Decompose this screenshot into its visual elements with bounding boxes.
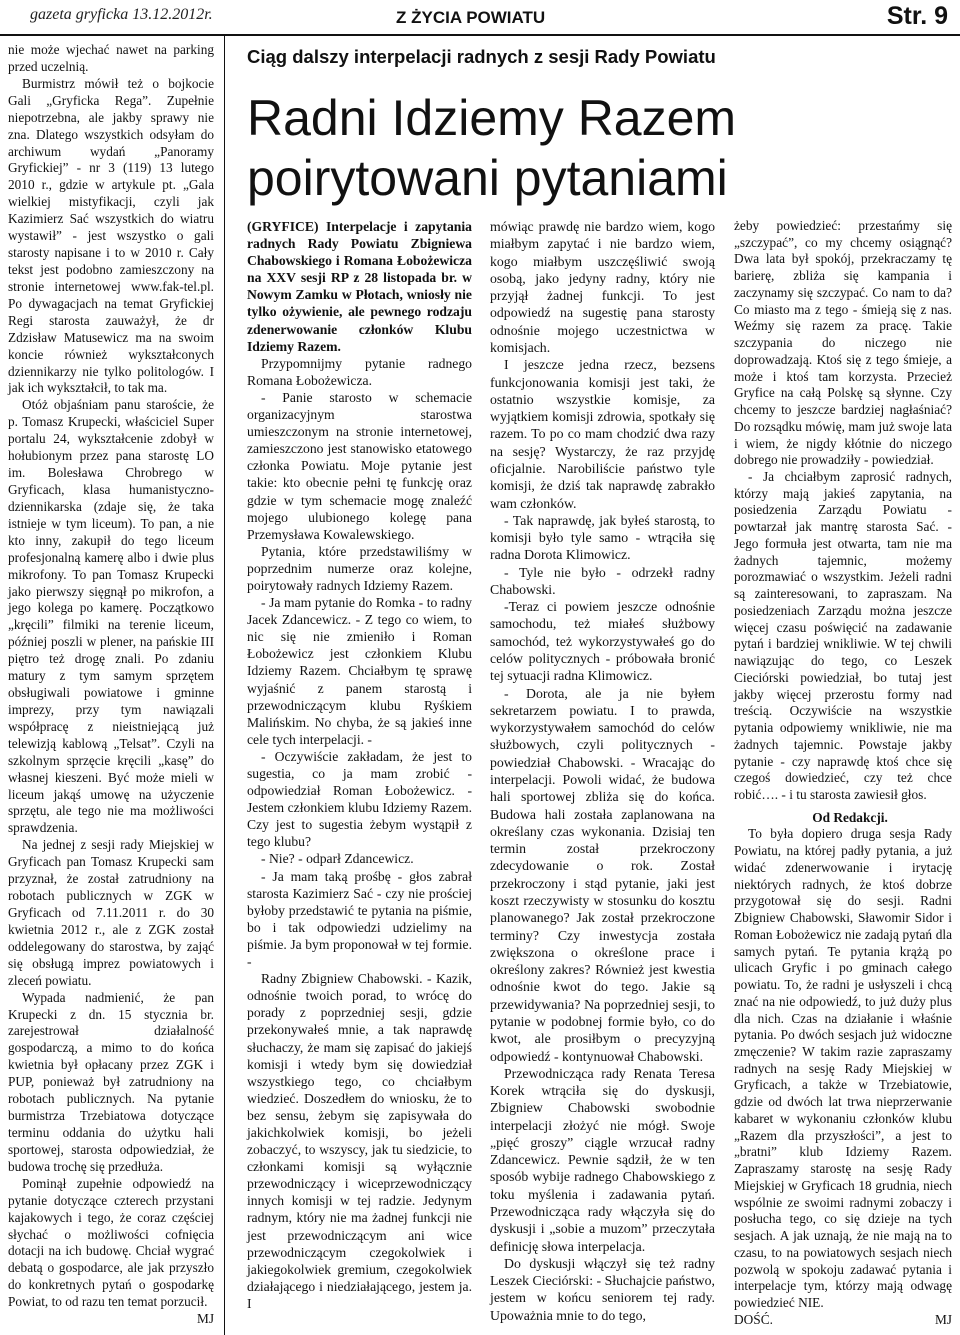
paragraph: Na jednej z sesji rady Miejskiej w Gryficach pan Tomasz Krupecki sam przyznał, że został zatrudniony na robotach publicznych w ZGK w Gryficach od 7.11.2011 r. do 30 kwietnia 2012 r., ale z ZGK został oddelegowany do starostwa, by zająć się obsługą imprez powiatowych i zleceń powiatu.: [8, 837, 214, 988]
paragraph: - Tak naprawdę, jak byłeś starostą, to komisji było tyle samo - wtrąciła się radna Dorota Klimowicz.: [490, 512, 715, 563]
paragraph: - Dorota, ale ja nie byłem sekretarzem powiatu. I to prawda, wykorzystywałem samochód do celów służbowych, czyli politycznych - powiedział Chabowski. - Wracając do interpelacji. Powoli widać, że budowa hali sportowej zbliża się do końca. Budowa hali została zaplanowana na określany czas wykonania. Dzisiaj ten termin został przekroczony zdecydowanie o rok. Został przekroczony i stąd pytanie, jaki jest koszt rzeczywisty w stosunku do kosztu planowanego? Jak został przekroczone terminy? Czy inwestycja została zwiększona o określone prace i określony zakres? Również jest kwestia odnośnie kwot do tego. Jakie są przewidywania? Na poprzedniej sesji, to pytanie w podobnej formie było, co do kwot, ale prosiłbym o precyzyjną odpowiedź - kontynuował Chabowski.: [490, 685, 715, 1064]
paragraph: - Ja chciałbym zaprosić radnych, którzy mają jakieś zapytania, na posiedzenia Zarządu Powiatu - powtarzał jak mantrę starosta Sać. - Jego formuła jest otwarta, tam nie ma żadnych tajemnic, możemy porozmawiać o wszystkim. Jeżeli radni są zainteresowani, to zapraszam. Na posiedzeniach Zarządu można jeszcze więcej czasu poświęcić na zadawanie pytań i bardziej wnikliwie. W tej chwili nawiązując do tego, co Leszek Cieciórski powiedział, bo tutaj jest jakby więcej przerostu formy nad treścią. Oczywiście na wszystkie pytania odpowiemy wnikliwie, nie ma żadnych tajemnic. Powstaje jakby pytanie - czy naprawdę ktoś chce się czegoś dowiedzieć, czy też chce robić…. - i tu starosta zawiesił głos.: [734, 469, 952, 802]
column-divider: [224, 36, 225, 1335]
header-rule: [0, 34, 960, 36]
paragraph: - Oczywiście zakładam, że jest to sugestia, co ja mam zrobić - odpowiedział Roman Łobożewicz. - Jestem członkiem klubu Idziemy Razem. Czy jest to sugestia żebym wystąpił z tego klubu?: [247, 748, 472, 850]
closing-word: DOŚĆ.: [734, 1311, 773, 1327]
author-signature: MJ: [934, 1311, 952, 1327]
paragraph: Wypada nadmienić, że pan Krupecki z dn. 15 stycznia br. zarejestrował działalność gospodarczą, a mimo to do końca kwietnia był opłacany przez ZGK i PUP, ponieważ był zatrudniony na robotach publicznych. Na pytanie burmistrza Trzebiatowa dotyczące terminu oddania do użytku hali sportowej, starosta odpowiedział, że budowa trochę się przedłuża.: [8, 989, 214, 1174]
paragraph: - Ja mam pytanie do Romka - to radny Jacek Zdancewicz. - Z tego co wiem, to nic się nie zmieniło i Roman Łobożewicz jest członkiem Klubu Idziemy Razem. Chciałbym tę sprawę wyjaśnić z panem starostą i przewodniczącym klubu Ryśkiem Malińskim. No chyba, że są jakieś inne cele tych interpelacji. -: [247, 595, 472, 747]
article-headline: [247, 88, 736, 208]
left-column: [8, 42, 214, 1328]
paragraph: Radny Zbigniew Chabowski. - Kazik, odnośnie twoich porad, to wrócę do porady z poprzedniej sesji, gdzie przekonywałeś mnie, a tak naprawdę słuchaczy, że mam się zapisać do jakiejś komisji i wtedy bym się dowiedział wszystkiego tego, co chciałbym wiedzieć. Doszedłem do wniosku, że to bez sensu, żebym się zapisywała do jakichkolwiek komisji, bo jeżeli zobaczyć, to wszyscy, jak tu siedzicie, to członkami komisji są wyłącznie przewodniczący i wiceprzewodniczący innych komisji w tej radzie. Jedynym radnym, który nie ma żadnej funkcji nie jest przewodniczącym ani wice przewodniczącym czegokolwiek i jakiegokolwiek gremium, czegokolwiek działającego i niedziałającego, jestem ja. I: [247, 971, 472, 1311]
paragraph: mówiąc prawdę nie bardzo wiem, kogo miałbym zapytać i nie bardzo wiem, kogo miałbym uszczęśliwić swoją osobą, jako jedyny radny, który nie przyjął żadnej funkcji. To jest odpowiedź na sugestię pana starosty odnośnie mojego uczestnictwa w komisjach.: [490, 219, 715, 355]
headline-line: Radni Idziemy Razem: [247, 90, 737, 146]
headline-line: poirytowani pytaniami: [247, 150, 728, 206]
paragraph: żeby powiedzieć: przestańmy się „szczypać”, co my chcemy osiągnąć? Dwa lata był spokój, przekraczamy tę barierę, zbliża się kampania i zaczynamy się szczypać. Co nam to da? Co miasto ma z tego - śmieją się z nas. Weźmy się razem za pracę. Takie szczypania do niczego nie doprowadzają. Ktoś się z tego śmieje, a może i ktoś tam korzysta. Przecież Gryfice na całą Polskę są słynne. Czy chcemy to jeszcze bardziej nagłaśniać? Do rozsądku mówię, mam już swoje lata i wiem, że nigdy kłótnie do niczego dobrego nie prowadziły - powiedział.: [734, 218, 952, 468]
paragraph: nie może wjechać nawet na parking przed uczelnią.: [8, 42, 214, 74]
article-lead: (GRYFICE) Interpelacje i zapytania radnych Rady Powiatu Zbigniewa Chabowskiego i Romana Łobożewicza na XXV sesji RP z 28 listopada br. w Nowym Zamku w Płotach, wniosły nie tylko ożywienie, ale pewnego rodzaju zdenerwowanie członków Klubu Idziemy Razem.: [247, 219, 472, 354]
section-title: Z ŻYCIA POWIATU: [396, 8, 546, 27]
author-signature: MJ: [197, 1311, 214, 1327]
paragraph: Pominął zupełnie odpowiedź na pytanie dotyczące czterech przystani kajakowych i tego, że coraz częściej słychać o możliwości cofnięcia dotacji na ich budowę. Chciał wygrać debatą o gospodarce, ale jak przyszło do konkretnych pytań o gospodarkę Powiat, to od razu ten temat porzucił.: [8, 1175, 214, 1310]
paragraph: I jeszcze jedna rzecz, bezsens funkcjonowania komisji jest taki, że ostatnio wszystkie komisje, za wyjątkiem komisji zdrowia, spotkały się razem. To po co mam chodzić dwa razy na sesję? Wystarczy, że raz przyjdę oficjalnie. Narobiliście państwo tyle komisji, że dziś tak naprawdę zabrakło wam członków.: [490, 357, 715, 511]
editorial-heading: Od Redakcji.: [812, 809, 888, 825]
paragraph: - Ja mam taką prośbę - głos zabrał starosta Kazimierz Sać - czy nie prościej byłoby przedstawić te pytania na piśmie, bo i tak odpowiedzi udzielimy na piśmie. Ja bym proponował w tej formie. -: [247, 868, 472, 970]
paragraph: Do dyskusji włączył się też radny Leszek Cieciórski: - Słuchajcie państwo, jestem w końcu seniorem tej rady. Upoważnia mnie to do tego,: [490, 1255, 715, 1323]
page-header: [0, 0, 960, 38]
article-column-1: [247, 218, 472, 1312]
page-number: Str. 9: [886, 2, 948, 30]
paragraph: - Nie? - odparł Zdancewicz.: [261, 851, 414, 867]
closing-line: [734, 1312, 952, 1329]
paragraph: To była dopiero druga sesja Rady Powiatu, na której padły pytania, a już widać zdenerwowanie i irytację niektórych radnych, że ktoś dobrze przygotował się do sesji. Radni Zbigniew Chabowski, Sławomir Sidor i Roman Łobożewicz nie zadają pytań dla samych pytań. Te pytania krążą po ulicach Gryfic i po gminach całego powiatu. To, że radni je usłyszeli i chcą znać na nie odpowiedź, to już duży plus dla nich. Czas na działanie i właśnie pytania. Po dwóch sesjach już widoczne zmęczenie? W takim razie zapraszamy radnych na sesję Rady Miejskiej w Gryficach, a także w Trzebiatowie, gdzie od dwóch lat trwa nieprzerwanie kabaret w wykonaniu członków klubu „Razem dla przyszłości”, a jest to „bratni” klub Idziemy Razem. Zapraszamy starostę na sesję Rady Miejskiej w Gryficach 18 grudnia, niech wspólnie ze swoimi radnymi zobaczy i posłucha tego, co się dzieje na tych sesjach. A jak uznają, że nie mają na to czasu, to na powiatowych sesjach niech pozwolą w spokoju zadawać pytania i interpelacje tym, którzy mają odwagę powiedzieć NIE.: [734, 826, 952, 1310]
paragraph: Otóż objaśniam panu staroście, że p. Tomasz Krupecki, właściciel Super portalu 24, wykształcenie zdobył w hołubionym przez pana starostę LO im. Bolesława Chrobrego w Gryficach, klasa humanistyczno-dziennikarska (zdaje się, że taka istnieje w tym liceum). To pan, a nie kto inny, zakupił do tego liceum profesjonalną kamerę albo i dwie plus mikrofony. To pan Tomasz Krupecki jako pierwszy sięgnął po mikrofon, a jego kolega po kamerę. Początkowo „kręcili” filmiki na terenie liceum, później poszli w plener, na pańskie III piętro też drogę znali. Po zdaniu matury z tym samym sprzętem obsługiwali powiatowe i gminne imprezy, przy tym nawiązali współpracę z nieistniejącą już telewizją kablową „Telsat”. Czyli na szkolnym sprzęcie kręcili „kasę” do własnej kieszeni. Być może mieli w liceum jakąś umowę na użyczenie sprzętu, ale tego nie ma możliwości sprawdzenia.: [8, 397, 214, 836]
paragraph: Burmistrz mówił też o bojkocie Gali „Gryficka Rega”. Zupełnie niepotrzebna, ale jakby sprawy nie zna. Dlatego wszystkich odsyłam do archiwum wydań „Panoramy Gryfickiej” - nr 3 (119) 13 lutego 2010 r., gdzie w artykule pt. „Gala wielkiej mistyfikacji, czyli jak Kazimierz Sać wszystkich do wiatru wystawił” - jest wszystko o gali starosty napisane i to w 2010 r. Cały tekst jest podobno zamieszczony na stronie internetowej www.fak-tel.pl. Po dywagacjach na temat Gryfickiej Regi starosta zauważył, że dr Zdzisław Matusewicz ma na swoim koncie również wykształconych dziennikarzy nie tylko politologów. I jak ich wykształcił, to tak ma.: [8, 75, 214, 396]
article-column-2: [490, 218, 715, 1324]
paragraph: Przewodnicząca rady Renata Teresa Korek wtrąciła się do dyskusji, Zbigniew Chabowski swobodnie interpelacji złożyć nie mógł. Swoje „pięć groszy” ciągle wrzucał radny Zdancewicz. Pewnie sądził, że w ten sposób wybije radnego Chabowskiego z toku myślenia i zadawania pytań. Przewodnicząca rady włączyła się do dyskusji i „sobie a muzom” przeczytała definicję słowa interpelacja.: [490, 1065, 715, 1254]
paragraph: -Teraz ci powiem jeszcze odnośnie samochodu, też miałeś służbowy samochód, też wykorzystywałeś go do celów politycznych - próbowała bronić tej sytuacji radna Klimowicz.: [490, 599, 715, 684]
paragraph: - Tyle nie było - odrzekł radny Chabowski.: [490, 564, 715, 597]
paragraph: Pytania, które przedstawiliśmy w poprzednim numerze oraz kolejne, poirytowały radnych Idziemy Razem.: [247, 543, 472, 593]
issue-date: gazeta gryficka 13.12.2012r.: [30, 6, 213, 23]
paragraph: Przypomnijmy pytanie radnego Romana Łobożewicza.: [247, 355, 472, 388]
article-kicker: Ciąg dalszy interpelacji radnych z sesji Rady Powiatu: [247, 46, 716, 67]
paragraph: - Panie starosto w schemacie organizacyjnym starostwa umieszczonym na stronie internetowej, zamieszczono jest stanowisko etatowego członka Powiatu. Moje pytanie jest takie: kto obecnie pełni tę funkcję oraz gdzie w tym schemacie mogę znaleźć mojego ulubionego kolegę pana Przemysława Kowalewskiego.: [247, 389, 472, 542]
article-column-3: [734, 218, 952, 1328]
